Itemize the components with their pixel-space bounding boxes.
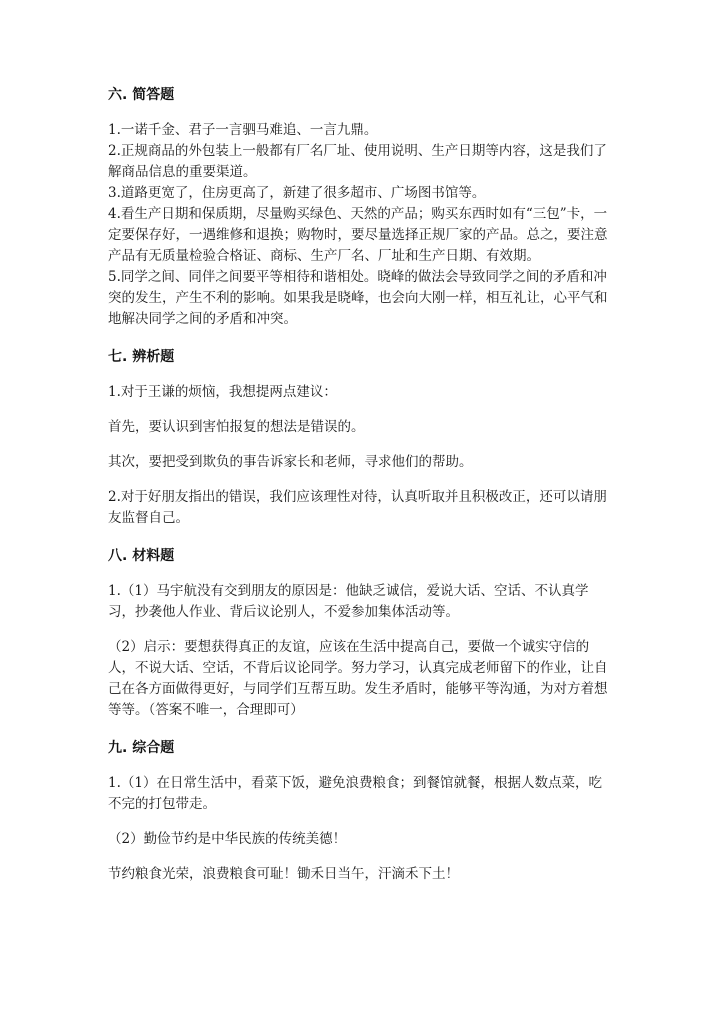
answer-item: 2.正规商品的外包装上一般都有厂名厂址、使用说明、生产日期等内容，这是我们了解商品信息的重要渠道。 bbox=[108, 143, 607, 180]
answer-paragraph: 2.对于好朋友指出的错误，我们应该理性对待，认真听取并且积极改正，还可以请朋友监督自己。 bbox=[108, 489, 607, 526]
section-short-answer bbox=[108, 84, 608, 330]
answer-paragraph: （2）勤俭节约是中华民族的传统美德！ bbox=[108, 831, 347, 847]
section-comprehensive bbox=[108, 737, 608, 885]
answer-item: 4.看生产日期和保质期，尽量购买绿色、天然的产品；购买东西时如有“三包”卡，一定要保存好，一遇维修和退换；购物时，要尽量选择正规厂家的产品。总之，要注意产品有无质量检验合格证、商标、生产厂名、厂址和生产日期、有效期。 bbox=[108, 206, 608, 264]
answer-item: 3.道路更宽了，住房更高了，新建了很多超市、广场图书馆等。 bbox=[108, 185, 486, 201]
document-content bbox=[108, 84, 608, 885]
answer-item: 5.同学之间、同伴之间要平等相待和谐相处。晓峰的做法会导致同学之间的矛盾和冲突的发生，产生不利的影响。如果我是晓峰，也会向大刚一样，相互礼让，心平气和地解决同学之间的矛盾和冲突。 bbox=[108, 269, 608, 327]
section-title: 七. 辨析题 bbox=[108, 349, 175, 365]
section-material bbox=[108, 545, 608, 721]
answer-paragraph: 1.对于王谦的烦恼，我想提两点建议： bbox=[108, 384, 337, 400]
answer-paragraph: 节约粮食光荣，浪费粮食可耻！锄禾日当午，汗滴禾下土！ bbox=[108, 866, 459, 882]
answer-paragraph: （2）启示：要想获得真正的友谊，应该在生活中提高自己，要做一个诚实守信的人，不说大话、空话，不背后议论同学。努力学习，认真完成老师留下的作业，让自己在各方面做得更好，与同学们互帮互助。发生矛盾时，能够平等沟通，为对方着想等等。（答案不唯一，合理即可） bbox=[108, 639, 608, 718]
section-title: 九. 综合题 bbox=[108, 740, 175, 756]
section-analysis bbox=[108, 346, 608, 529]
answer-paragraph: 1.（1）马宇航没有交到朋友的原因是：他缺乏诚信，爱说大话、空话、不认真学习，抄袭他人作业、背后议论别人，不爱参加集体活动等。 bbox=[108, 583, 589, 620]
answer-paragraph: 其次，要把受到欺负的事告诉家长和老师，寻求他们的帮助。 bbox=[108, 454, 473, 470]
answer-item: 1.一诺千金、君子一言驷马难追、一言九鼎。 bbox=[108, 122, 378, 138]
section-title: 八. 材料题 bbox=[108, 548, 175, 564]
answer-paragraph: 首先，要认识到害怕报复的想法是错误的。 bbox=[108, 419, 365, 435]
answer-paragraph: 1.（1）在日常生活中，看菜下饭，避免浪费粮食；到餐馆就餐，根据人数点菜，吃不完的打包带走。 bbox=[108, 775, 602, 812]
section-title: 六. 简答题 bbox=[108, 87, 175, 103]
